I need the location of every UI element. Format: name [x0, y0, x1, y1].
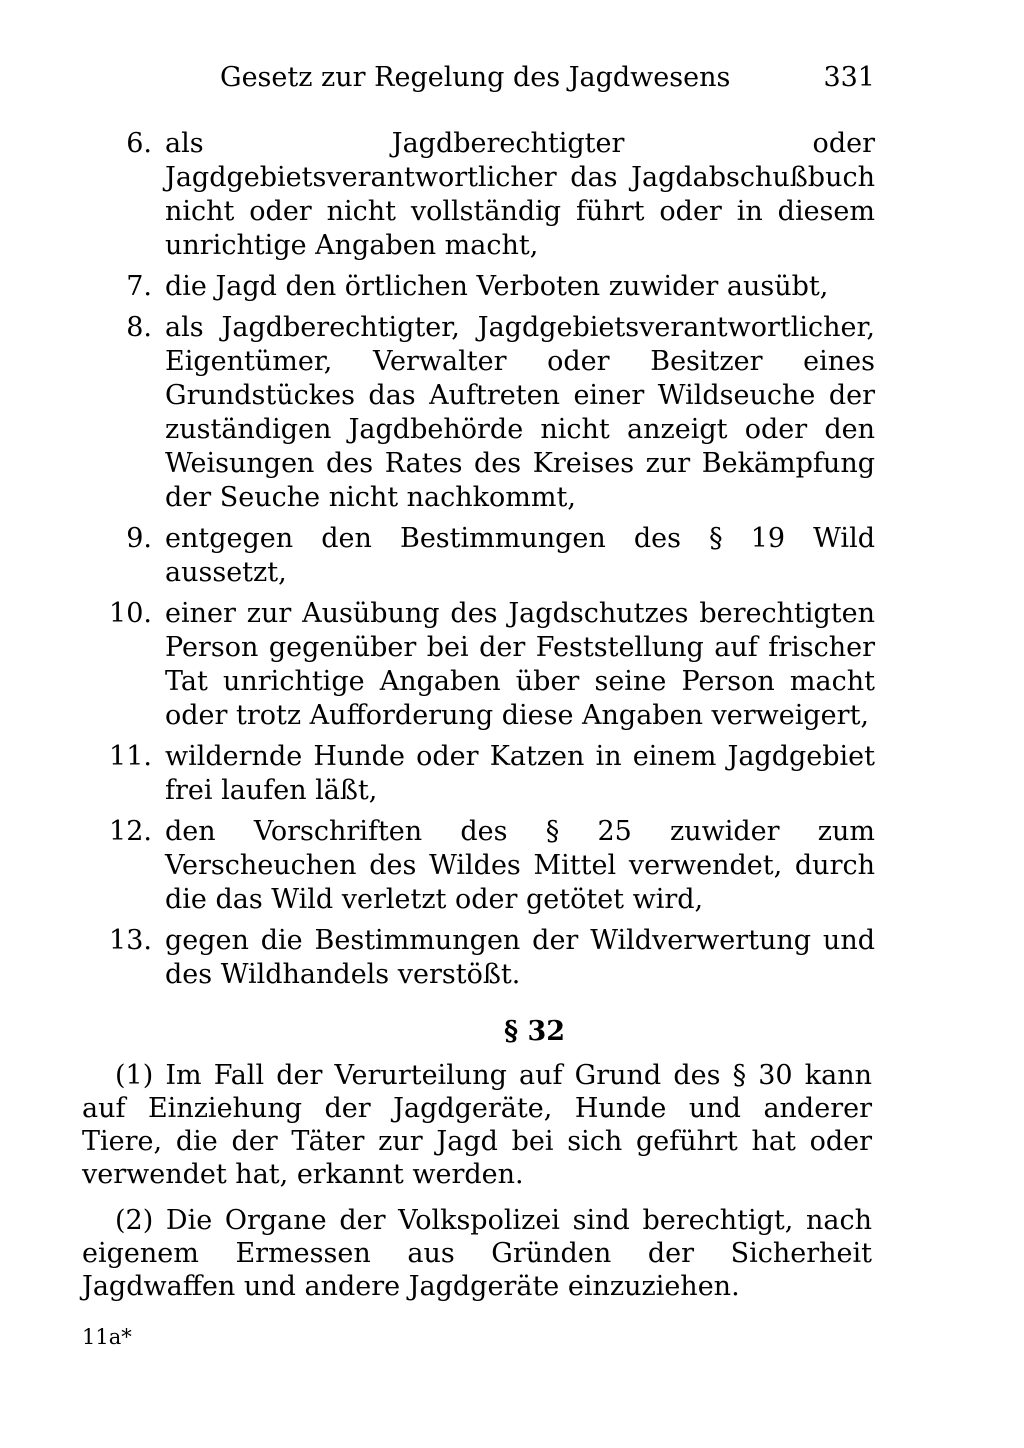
list-item-number: 7.: [126, 271, 152, 302]
list-item-number: 9.: [126, 523, 152, 554]
section-heading: § 32: [503, 1016, 566, 1047]
header-title: Gesetz zur Regelung des Jagdwesens: [220, 62, 731, 93]
list-item: [100, 522, 875, 590]
list-item: [100, 924, 875, 992]
list-item: [100, 740, 875, 808]
list-item-number: 8.: [126, 312, 152, 343]
list-item-number: 6.: [126, 128, 152, 159]
list-item: [100, 311, 875, 515]
section-paragraph-2: (2) Die Organe der Volkspolizei sind berechtigt, nach eigenem Ermessen aus Gründen der Sicherheit Jagdwaffen und andere Jagdgeräte einzuziehen.: [82, 1205, 872, 1302]
list-item: [100, 815, 875, 917]
list-item: [100, 270, 875, 304]
list-item-text: die Jagd den örtlichen Verboten zuwider ausübt,: [165, 271, 829, 302]
list-item-text: den Vorschriften des § 25 zuwider zum Verscheuchen des Wildes Mittel verwendet, durch die das Wild verletzt oder getötet wird,: [165, 816, 875, 915]
list-item-text: als Jagdberechtigter, Jagdgebietsverantwortlicher, Eigentümer, Verwalter oder Besitzer eines Grundstückes das Auftreten einer Wildseuche der zuständigen Jagdbehörde nicht anzeigt oder den Weisungen des Rates des Kreises zur Bekämpfung der Seuche nicht nachkommt,: [165, 312, 875, 513]
list-item: [100, 127, 875, 263]
section-paragraph-1: (1) Im Fall der Verurteilung auf Grund des § 30 kann auf Einziehung der Jagdgeräte, Hunde und anderer Tiere, die der Täter zur Jagd bei sich geführt hat oder verwendet hat, erkannt werden.: [82, 1060, 872, 1190]
list-item-number: 12.: [109, 816, 152, 847]
list-item-text: gegen die Bestimmungen der Wildverwertung und des Wildhandels verstößt.: [165, 925, 875, 990]
list-item-text: einer zur Ausübung des Jagdschutzes berechtigten Person gegenüber bei der Feststellung auf frischer Tat unrichtige Angaben über seine Person macht oder trotz Aufforderung diese Angaben verweigert,: [165, 598, 875, 731]
running-header: [220, 58, 875, 98]
list-item-text: wildernde Hunde oder Katzen in einem Jagdgebiet frei laufen läßt,: [165, 741, 875, 806]
list-item-text: als Jagdberechtigter oder Jagdgebietsverantwortlicher das Jagdabschußbuch nicht oder nicht vollständig führt oder in diesem unrichtige Angaben macht,: [165, 128, 875, 261]
list-item-number: 11.: [109, 741, 152, 772]
page-number: 331: [823, 62, 875, 93]
list-item-number: 10.: [109, 598, 152, 629]
offense-list: [100, 127, 875, 999]
list-item: [100, 597, 875, 733]
list-item-number: 13.: [109, 925, 152, 956]
signature-mark: 11a*: [82, 1325, 132, 1349]
list-item-text: entgegen den Bestimmungen des § 19 Wild aussetzt,: [165, 523, 875, 588]
